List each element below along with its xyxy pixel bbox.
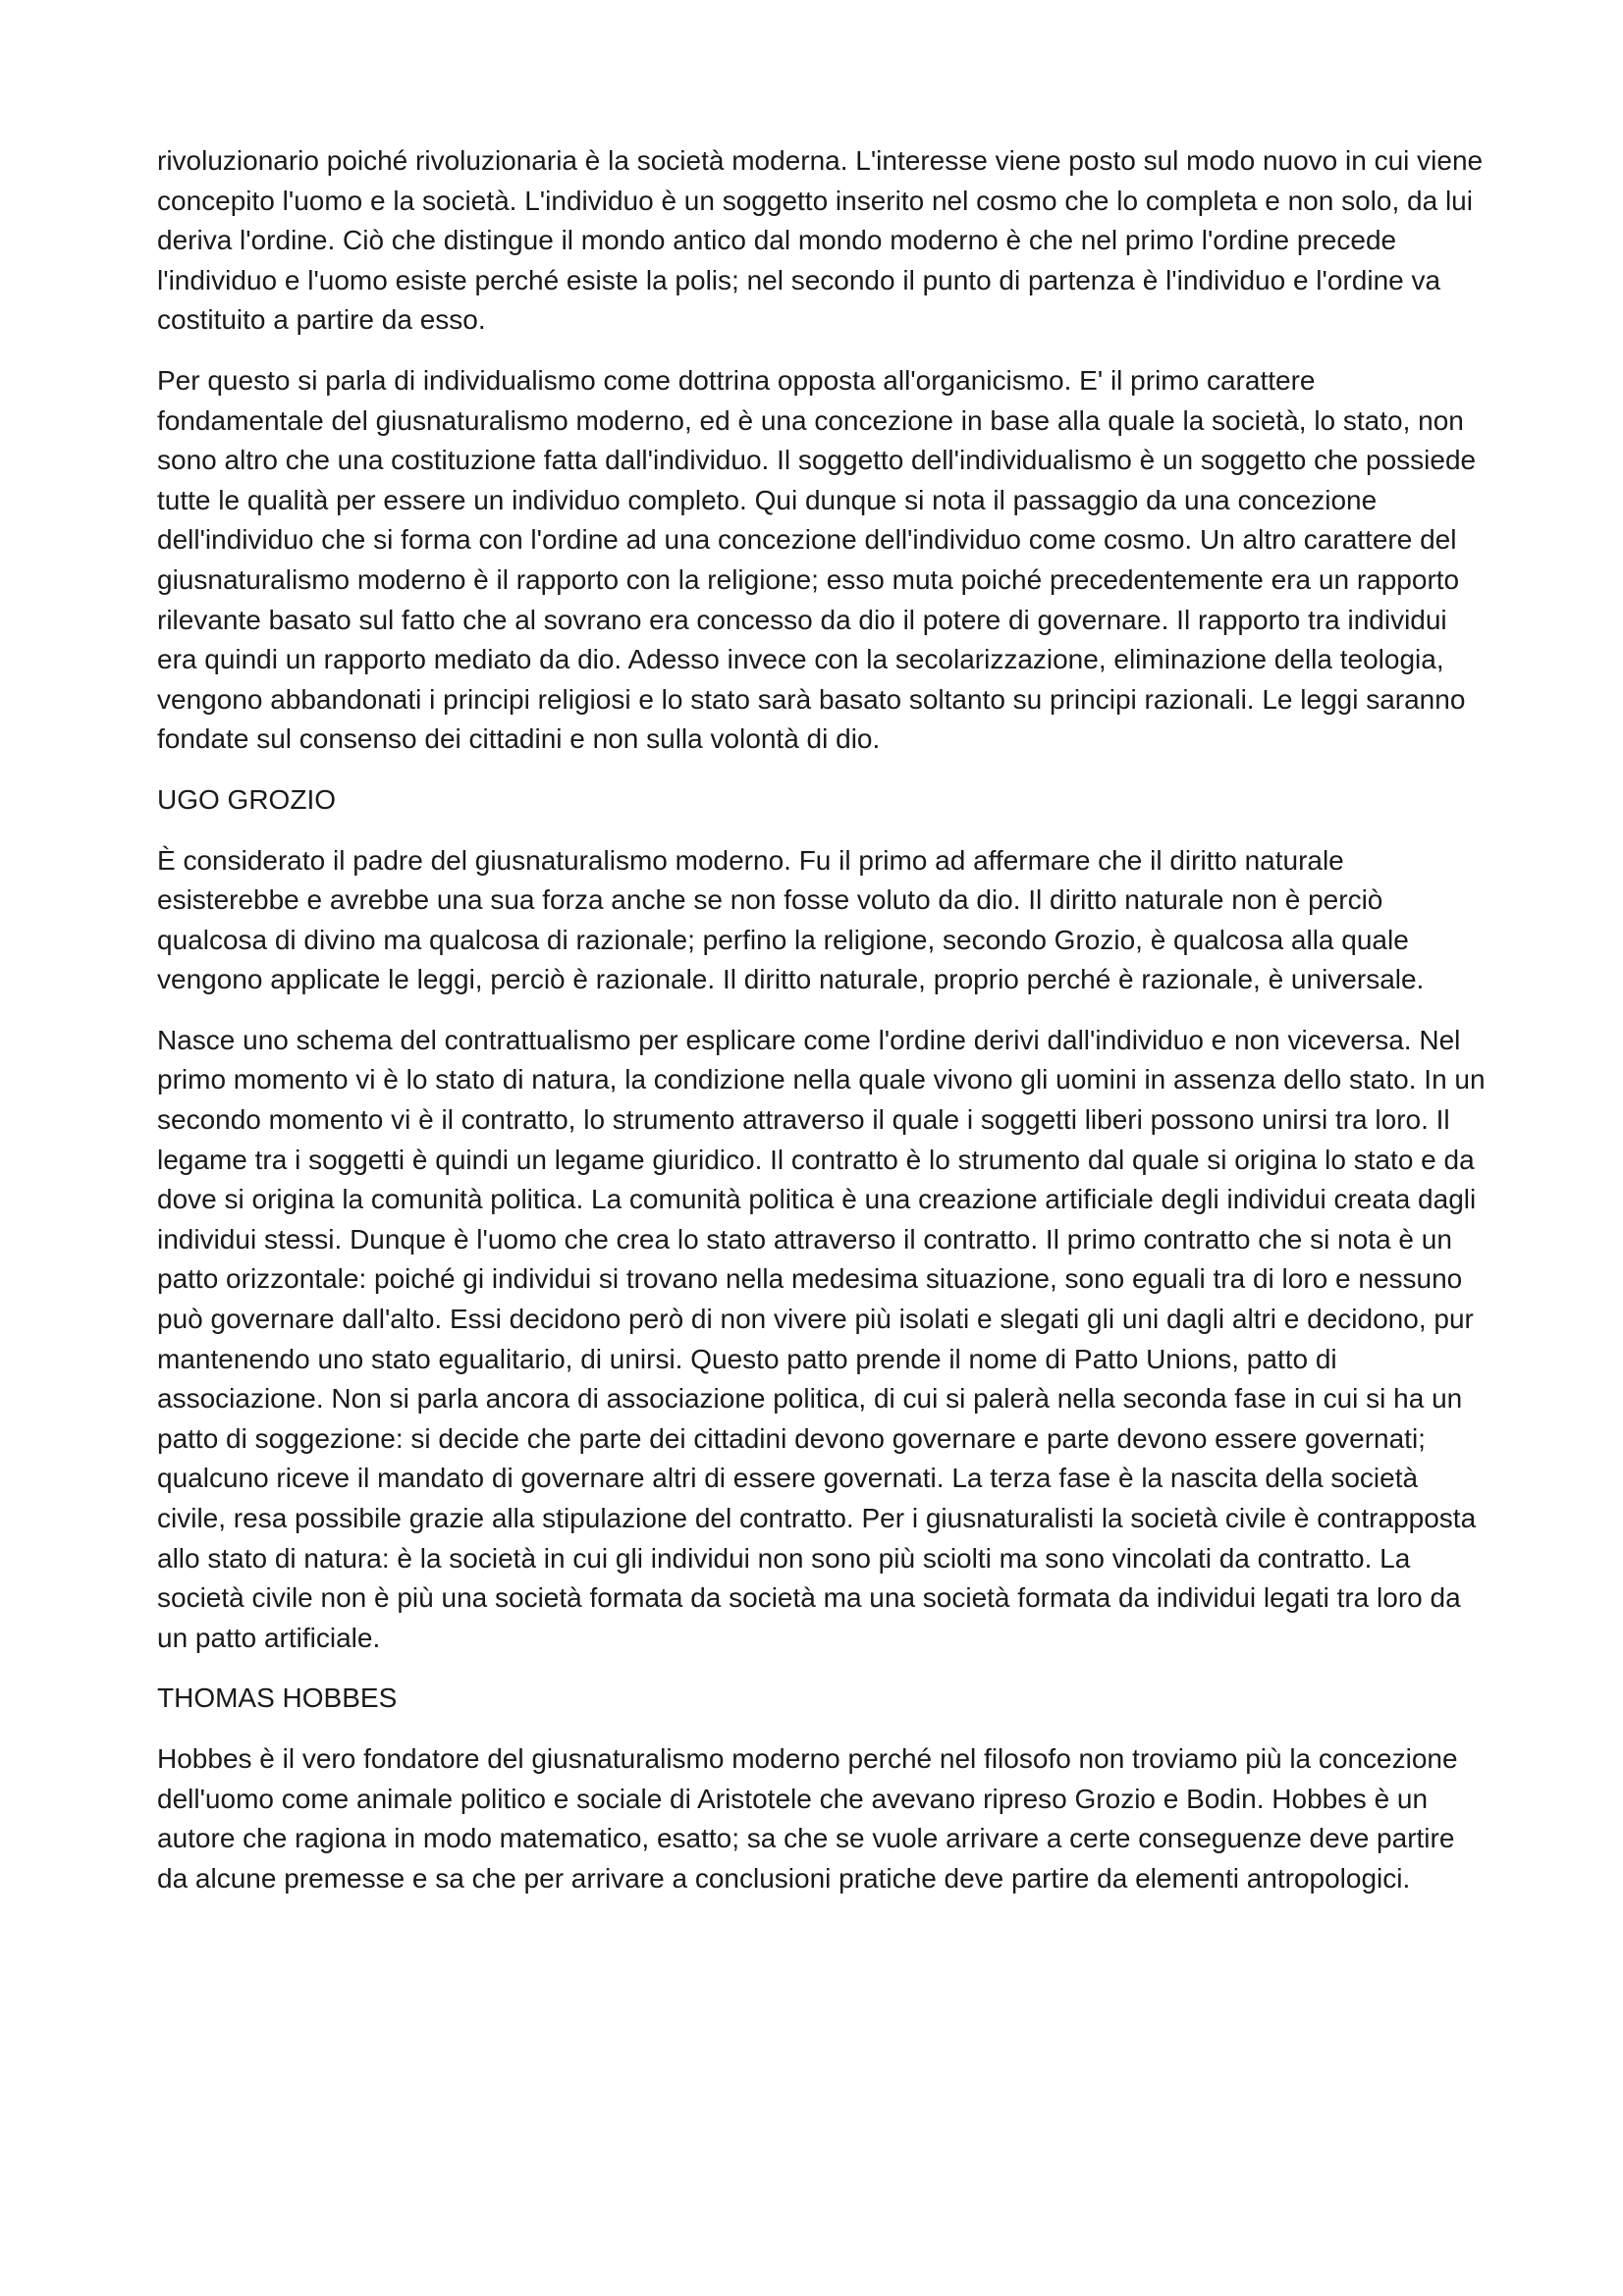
document-page bbox=[157, 141, 1488, 1919]
section-heading-thomas-hobbes: THOMAS HOBBES bbox=[157, 1682, 398, 1714]
paragraph-individualism: Per questo si parla di individualismo come dottrina opposta all'organicismo. E' il primo carattere fondamentale del giusnaturalismo moderno, ed è una concezione in base alla quale la società, lo stato, non sono altro che una costituzione fatta dall'individuo. Il soggetto dell'individualismo è un soggetto che possiede tutte le qualità per essere un individuo completo. Qui dunque si nota il passaggio da una concezione dell'individuo che si forma con l'ordine ad una concezione dell'individuo come cosmo. Un altro carattere del giusnaturalismo moderno è il rapporto con la religione; esso muta poiché precedentemente era un rapporto rilevante basato sul fatto che al sovrano era concesso da dio il potere di governare. Il rapporto tra individui era quindi un rapporto mediato da dio. Adesso invece con la secolarizzazione, eliminazione della teologia, vengono abbandonati i principi religiosi e lo stato sarà basato soltanto su principi razionali. Le leggi saranno fondate sul consenso dei cittadini e non sulla volontà di dio. bbox=[157, 364, 1477, 755]
paragraph-grozio: È considerato il padre del giusnaturalismo moderno. Fu il primo ad affermare che il diritto naturale esisterebbe e avrebbe una sua forza anche se non fosse voluto da dio. Il diritto naturale non è perciò qualcosa di divino ma qualcosa di razionale; perfino la religione, secondo Grozio, è qualcosa alla quale vengono applicate le leggi, perciò è razionale. Il diritto naturale, proprio perché è razionale, è universale. bbox=[157, 844, 1425, 995]
section-heading-ugo-grozio: UGO GROZIO bbox=[157, 783, 336, 815]
paragraph-hobbes: Hobbes è il vero fondatore del giusnaturalismo moderno perché nel filosofo non troviamo più la concezione dell'uomo come animale politico e sociale di Aristotele che avevano ripreso Grozio e Bodin. Hobbes è un autore che ragiona in modo matematico, esatto; sa che se vuole arrivare a certe conseguenze deve partire da alcune premesse e sa che per arrivare a conclusioni pratiche deve partire da elementi antropologici. bbox=[157, 1742, 1458, 1894]
paragraph-contrattualismo: Nasce uno schema del contrattualismo per esplicare come l'ordine derivi dall'individuo e non viceversa. Nel primo momento vi è lo stato di natura, la condizione nella quale vivono gli uomini in assenza dello stato. In un secondo momento vi è il contratto, lo strumento attraverso il quale i soggetti liberi possono unirsi tra loro. Il legame tra i soggetti è quindi un legame giuridico. Il contratto è lo strumento dal quale si origina lo stato e da dove si origina la comunità politica. La comunità politica è una creazione artificiale degli individui creata dagli individui stessi. Dunque è l'uomo che crea lo stato attraverso il contratto. Il primo contratto che si nota è un patto orizzontale: poiché gi individui si trovano nella medesima situazione, sono eguali tra di loro e nessuno può governare dall'alto. Essi decidono però di non vivere più isolati e slegati gli uni dagli altri e decidono, pur mantenendo uno stato egualitario, di unirsi. Questo patto prende il nome di Patto Unions, patto di associazione. Non si parla ancora di associazione politica, di cui si palerà nella seconda fase in cui si ha un patto di soggezione: si decide che parte dei cittadini devono governare e parte devono essere governati; qualcuno riceve il mandato di governare altri di essere governati. La terza fase è la nascita della società civile, resa possibile grazie alla stipulazione del contratto. Per i giusnaturalisti la società civile è contrapposta allo stato di natura: è la società in cui gli individui non sono più sciolti ma sono vincolati da contratto. La società civile non è più una società formata da società ma una società formata da individui legati tra loro da un patto artificiale. bbox=[157, 1024, 1486, 1653]
paragraph-intro-continuation: rivoluzionario poiché rivoluzionaria è la società moderna. L'interesse viene posto sul modo nuovo in cui viene concepito l'uomo e la società. L'individuo è un soggetto inserito nel cosmo che lo completa e non solo, da lui deriva l'ordine. Ciò che distingue il mondo antico dal mondo moderno è che nel primo l'ordine precede l'individuo e l'uomo esiste perché esiste la polis; nel secondo il punto di partenza è l'individuo e l'ordine va costituito a partire da esso. bbox=[157, 145, 1484, 336]
